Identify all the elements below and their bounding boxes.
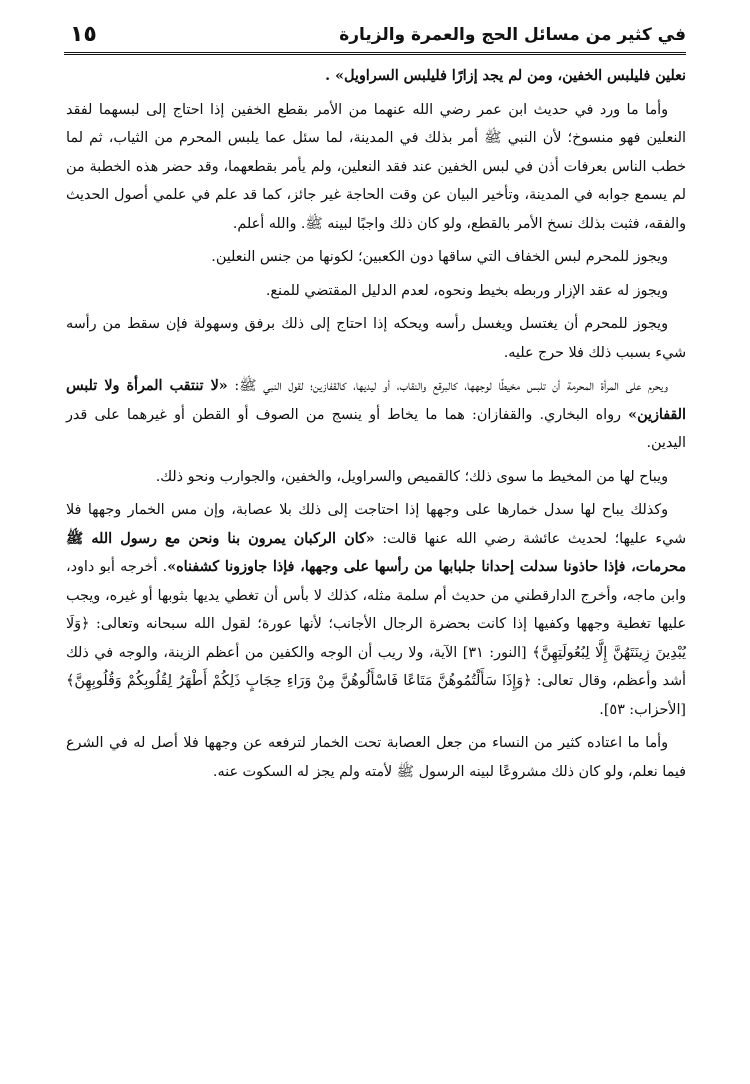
hadith-quote: «لا تنتقب المرأة ولا تلبس القفازين» (66, 378, 686, 423)
header-divider (64, 52, 686, 55)
text-segment: ويجوز للمحرم أن يغتسل ويغسل رأسه ويحكه إذا احتاج إلى ذلك برفق وسهولة فإن سقط من رأسه شيء بسبب ذلك فلا حرج عليه. (66, 316, 686, 361)
text-segment: . أخرجه أبو داود، وابن ماجه، وأخرج الدارقطني من حديث أم سلمة مثله، كذلك لا بأس أن تغطي يديها بثوبها أو غيره، ويجب عليها تغطية وجهها وكفيها إذا كانت بحضرة الرجال الأجانب؛ لأنها عورة؛ لقول الله سبحانه وتعالى: ﴿وَلَا يُبْدِينَ زِينَتَهُنَّ إِلَّا لِبُعُولَتِهِنَّ﴾ [النور: ٣١] الآية، ولا ريب أن الوجه والكفين من أعظم الزينة، والوجه في ذلك أشد وأعظم، وقال تعالى: ﴿وَإِذَا سَأَلْتُمُوهُنَّ مَتَاعًا فَاسْأَلُوهُنَّ مِنْ وَرَاءِ حِجَابٍ ذَلِكُمْ أَطْهَرُ لِقُلُوبِكُمْ وَقُلُوبِهِنَّ﴾ [الأحزاب: ٥٣]. (66, 559, 686, 718)
text-segment: ويباح لها من المخيط ما سوى ذلك؛ كالقميص والسراويل، والخفين، والجوارب ونحو ذلك. (155, 468, 668, 485)
text-segment: ويجوز للمحرم لبس الخفاف التي ساقها دون الكعبين؛ لكونها من جنس النعلين. (211, 249, 668, 265)
paragraph (66, 277, 686, 306)
page-number: ١٥ (70, 22, 97, 47)
paragraph (66, 463, 686, 492)
text-segment: ويحرم على المرأة المحرمة أن تلبس مخيطًا لوجهها، كالبرقع والنقاب، أو ليديها، كالقفازين؛ لقول النبي ﷺ: (227, 378, 668, 394)
paragraph (66, 496, 686, 724)
body-text (66, 62, 686, 791)
paragraph (66, 729, 686, 786)
paragraph (66, 243, 686, 272)
text-segment: وأما ما اعتاده كثير من النساء من جعل العصابة تحت الخمار لترفعه عن وجهها فلا أصل له في الشرع فيما نعلم، ولو كان ذلك مشروعًا لبينه الرسول ﷺ لأمته ولم يجز له السكوت عنه. (66, 735, 686, 780)
running-header (70, 18, 686, 48)
header-title: في كثير من مسائل الحج والعمرة والزيارة (339, 25, 686, 45)
paragraph (66, 62, 686, 91)
text-segment: وكذلك يباح لها سدل خمارها على وجهها إذا احتاجت إلى ذلك بلا عصابة، وإن مس الخمار وجهها فلا شيء عليها؛ لحديث عائشة رضي الله عنها قالت: (66, 502, 686, 547)
text-segment: نعلين فليلبس الخفين، ومن لم يجد إزارًا فليلبس السراويل» . (325, 68, 686, 84)
paragraph (66, 96, 686, 239)
text-segment: ويجوز له عقد الإزار وربطه بخيط ونحوه، لعدم الدليل المقتضي للمنع. (265, 282, 668, 299)
paragraph (66, 372, 686, 458)
paragraph (66, 310, 686, 367)
hadith-quote: «كان الركبان يمرون بنا ونحن مع رسول الله ﷺ محرمات، فإذا حاذونا سدلت إحدانا جلبابها من رأسها على وجهها، فإذا جاوزونا كشفناه» (66, 530, 686, 575)
text-segment: وأما ما ورد في حديث ابن عمر رضي الله عنهما من الأمر بقطع الخفين إذا احتاج إلى لبسهما لفقد النعلين فهو منسوخ؛ لأن النبي ﷺ أمر بذلك في المدينة، لما سئل عما يلبس المحرم من الثياب، ثم لما خطب الناس بعرفات أذن في لبس الخفين عند فقد النعلين، ولم يأمر بقطعهما، وقد حضر هذه الخطبة من لم يسمع جوابه في المدينة، وتأخير البيان عن وقت الحاجة غير جائز، كما قد علم في علمي أصول الحديث والفقه، فثبت بذلك نسخ الأمر بالقطع، ولو كان ذلك واجبًا لبينه ﷺ. والله أعلم. (66, 101, 686, 232)
text-segment: رواه البخاري. والقفازان: هما ما يخاط أو ينسج من الصوف أو القطن أو غيرهما على قدر اليدين. (66, 406, 686, 451)
